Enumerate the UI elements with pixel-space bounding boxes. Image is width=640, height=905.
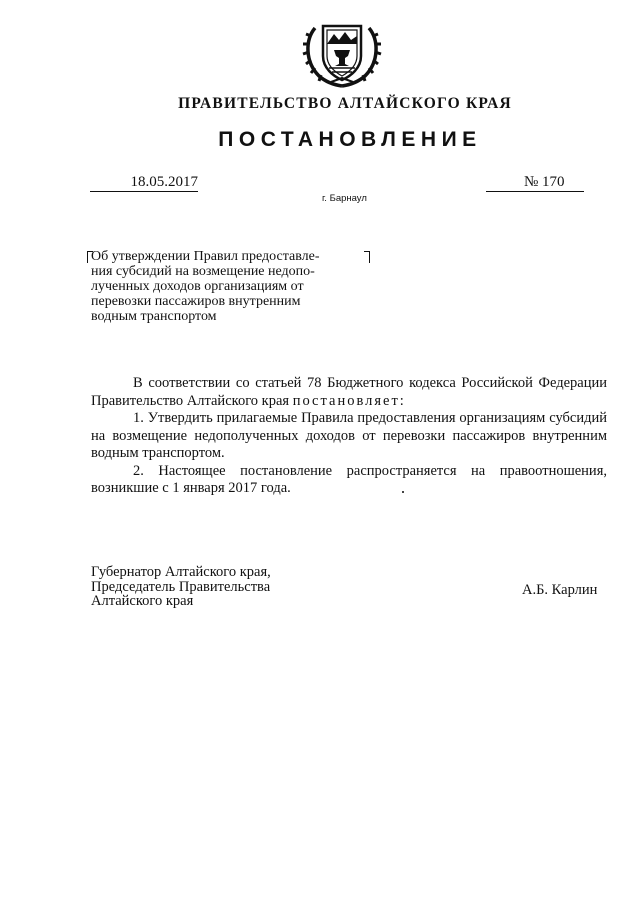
signatory-title — [91, 565, 271, 609]
signatory-name: А.Б. Карлин — [522, 582, 598, 598]
document-date — [90, 173, 198, 192]
city: г. Барнаул — [322, 193, 367, 204]
subject-line: перевозки пассажиров внутренним — [91, 294, 301, 309]
preamble-text: В соответствии со статьей 78 Бюджетного кодекса Российской Федерации Правительство Алтайского края — [91, 375, 607, 409]
subject-line: ния субсидий на возмещение недопо- — [91, 264, 315, 279]
document-number-value: № 170 — [524, 174, 565, 190]
item-1-paragraph: 1. Утвердить прилагаемые Правила предоставления организациям субсидий на возмещение недополученных доходов от перевозки пассажиров внутренним водным транспортом. — [91, 410, 607, 461]
signatory-title-line: Председатель Правительства — [91, 578, 271, 595]
subject-bracket-left — [87, 251, 93, 263]
document-type: ПОСТАНОВЛЕНИЕ — [218, 128, 482, 151]
coat-of-arms-icon — [301, 18, 383, 88]
document-subject — [91, 249, 381, 324]
item-2-paragraph: 2. Настоящее постановление распространяется на правоотношения, возникшие с 1 января 2017 года. — [91, 462, 607, 496]
decree-word: постановляет: — [292, 392, 406, 409]
signatory-title-line: Алтайского края — [91, 593, 194, 609]
signatory-title-line: Губернатор Алтайского края, — [91, 564, 271, 580]
subject-line: Об утверждении Правил предоставле- — [91, 249, 320, 264]
subject-bracket-right — [364, 251, 370, 263]
document-body — [91, 375, 607, 498]
subject-line: водным транспортом — [91, 309, 217, 324]
document-date-value: 18.05.2017 — [130, 174, 198, 190]
document-number — [486, 173, 584, 192]
scan-speck — [402, 491, 404, 493]
government-title: ПРАВИТЕЛЬСТВО АЛТАЙСКОГО КРАЯ — [178, 95, 512, 112]
preamble-paragraph — [91, 375, 607, 410]
subject-line: лученных доходов организациям от — [91, 279, 304, 294]
